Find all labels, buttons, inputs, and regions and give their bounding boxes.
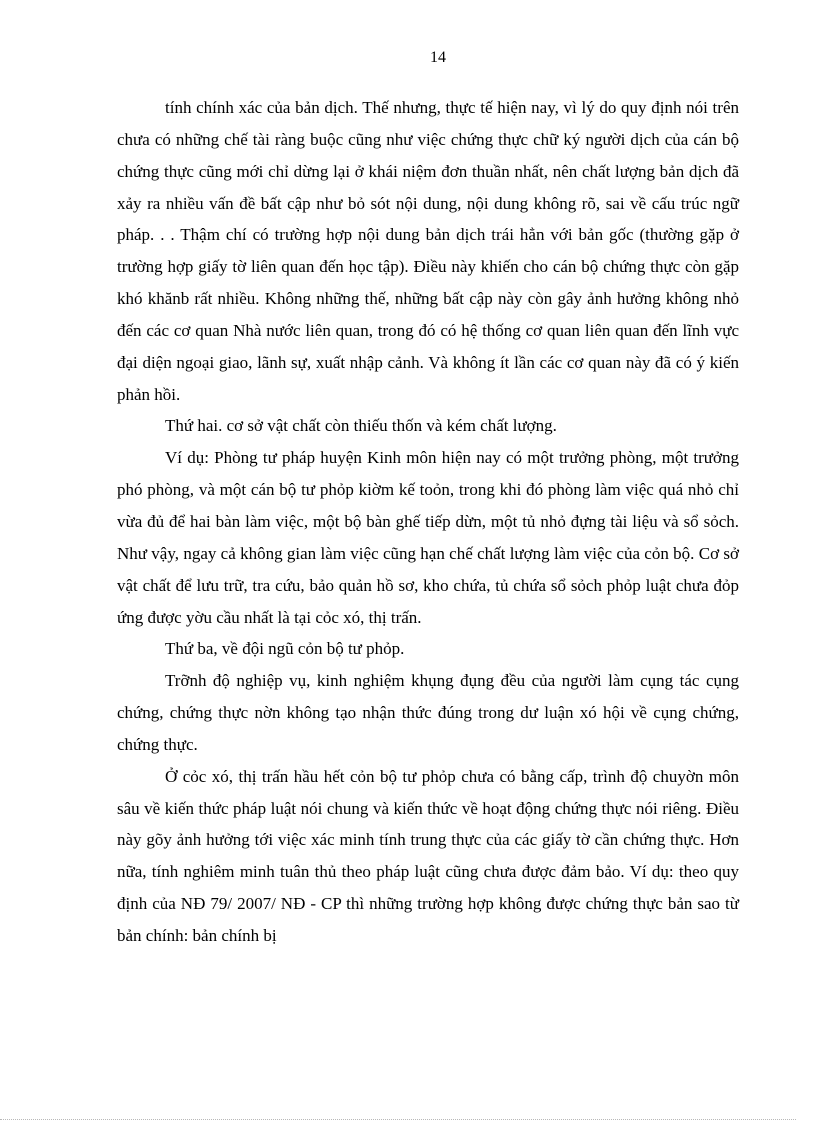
paragraph-5: Trỡnh độ nghiệp vụ, kinh nghiệm khụng đụng đều của người làm cụng tác cụng chứng, chứng thực nờn không tạo nhận thức đúng trong dư luận xó hội về cụng chứng, chứng thực.: [117, 671, 739, 754]
paragraph-1: tính chính xác của bản dịch. Thế nhưng, thực tế hiện nay, vì lý do quy định nói trên chưa có những chế tài ràng buộc cũng như việc chứng thực chữ ký người dịch của cán bộ chứng thực cũng mới chỉ dừng lại ở khái niệm đơn thuần nhất, nên chất lượng bản dịch đã xảy ra nhiều vấn đề bất cập như bỏ sót nội dung, nội dung không rõ, sai về cấu trúc ngữ pháp. . . Thậm chí có trường hợp nội dung bản dịch trái hẳn với bản gốc (thường gặp ở trường hợp giấy tờ liên quan đến học tập). Điều này khiến cho cán bộ chứng thực còn gặp khó khănb rất nhiều. Không những thế, những bất cập này còn gây ảnh hưởng không nhỏ đến các cơ quan Nhà nước liên quan, trong đó có hệ thống cơ quan liên quan đến lĩnh vực đại diện ngoại giao, lãnh sự, xuất nhập cảnh. Và không ít lần các cơ quan này đã có ý kiến phản hồi.: [117, 98, 739, 404]
page-number: 14: [430, 49, 446, 66]
paragraph-6: Ở cỏc xó, thị trấn hầu hết cỏn bộ tư phỏp chưa có bằng cấp, trình độ chuyờn môn sâu về kiến thức pháp luật nói chung và kiến thức về hoạt động chứng thực nói riêng. Điều này gõy ảnh hưởng tới việc xác minh tính trung thực của các giấy tờ cần chứng thực. Hơn nữa, tính nghiêm minh tuân thủ theo pháp luật cũng chưa được đảm bảo. Ví dụ: theo quy định của NĐ 79/ 2007/ NĐ - CP thì những trường hợp không được chứng thực bản sao từ bản chính: bản chính bị: [117, 766, 739, 945]
body-text: [117, 92, 739, 952]
paragraph-4: Thứ ba, về đội ngũ cỏn bộ tư phỏp.: [165, 639, 405, 659]
paragraph-2: Thứ hai. cơ sở vật chất còn thiếu thốn và kém chất lượng.: [165, 416, 557, 436]
page-bottom-divider: [0, 1119, 796, 1120]
paragraph-3: Ví dụ: Phòng tư pháp huyện Kinh môn hiện nay có một trưởng phòng, một trưởng phó phòng, và một cán bộ tư phỏp kiờm kế toỏn, trong khi đó phòng làm việc quá nhỏ chỉ vừa đủ để hai bàn làm việc, một bộ bàn ghế tiếp dừn, một tủ nhỏ đựng tài liệu và sổ sỏch. Như vậy, ngay cả không gian làm việc cũng hạn chế chất lượng làm việc của cỏn bộ. Cơ sở vật chất để lưu trữ, tra cứu, bảo quản hồ sơ, kho chứa, tủ chứa sổ sỏch phỏp luật chưa đỏp ứng được yờu cầu nhất là tại cỏc xó, thị trấn.: [117, 448, 739, 627]
